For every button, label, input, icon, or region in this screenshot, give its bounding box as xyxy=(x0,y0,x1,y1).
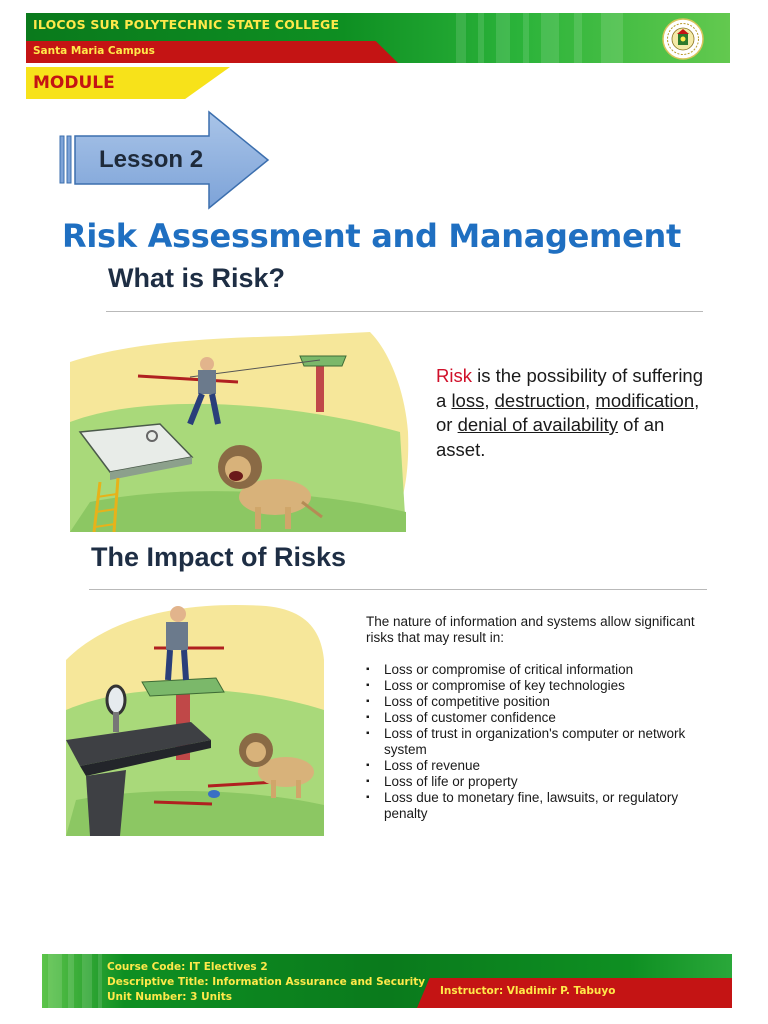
list-item: ▪ Loss of customer confidence xyxy=(366,710,696,726)
descriptive-title: Descriptive Title: Information Assurance and Security xyxy=(107,976,426,988)
section-heading-impact-of-risks: The Impact of Risks xyxy=(91,542,347,572)
campus-name: Santa Maria Campus xyxy=(33,45,155,57)
lesson-label: Lesson 2 xyxy=(99,146,204,173)
impact-list xyxy=(366,662,696,822)
list-item: ▪ Loss of life or property xyxy=(366,774,696,790)
list-item: ▪ Loss of competitive position xyxy=(366,694,696,710)
tightrope-lion-illustration xyxy=(70,332,412,532)
unit-number: Unit Number: 3 Units xyxy=(107,991,232,1003)
college-seal-icon xyxy=(662,18,704,60)
section-divider xyxy=(89,589,707,590)
section-heading-what-is-risk: What is Risk? xyxy=(108,263,286,293)
list-item: ▪ Loss of trust in organization's computer or network system xyxy=(366,726,696,758)
risk-definition: Risk is the possibility of suffering a loss, destruction, modification, or denial of availability of an asset. xyxy=(436,365,704,460)
list-item: ▪ Loss due to monetary fine, lawsuits, or regulatory penalty xyxy=(366,790,696,822)
impact-intro: The nature of information and systems allow significant risks that may result in: xyxy=(366,614,695,645)
section-divider xyxy=(106,311,703,312)
list-item: ▪ Loss of revenue xyxy=(366,758,696,774)
course-code: Course Code: IT Electives 2 xyxy=(107,961,268,973)
falling-walker-illustration xyxy=(66,600,328,836)
list-item: ▪ Loss or compromise of key technologies xyxy=(366,678,696,694)
school-name: ILOCOS SUR POLYTECHNIC STATE COLLEGE xyxy=(33,17,340,32)
instructor-name: Instructor: Vladimir P. Tabuyo xyxy=(440,985,616,997)
module-label: MODULE xyxy=(33,73,115,93)
page-title: Risk Assessment and Management xyxy=(62,217,681,255)
list-item: ▪ Loss or compromise of critical information xyxy=(366,662,696,678)
